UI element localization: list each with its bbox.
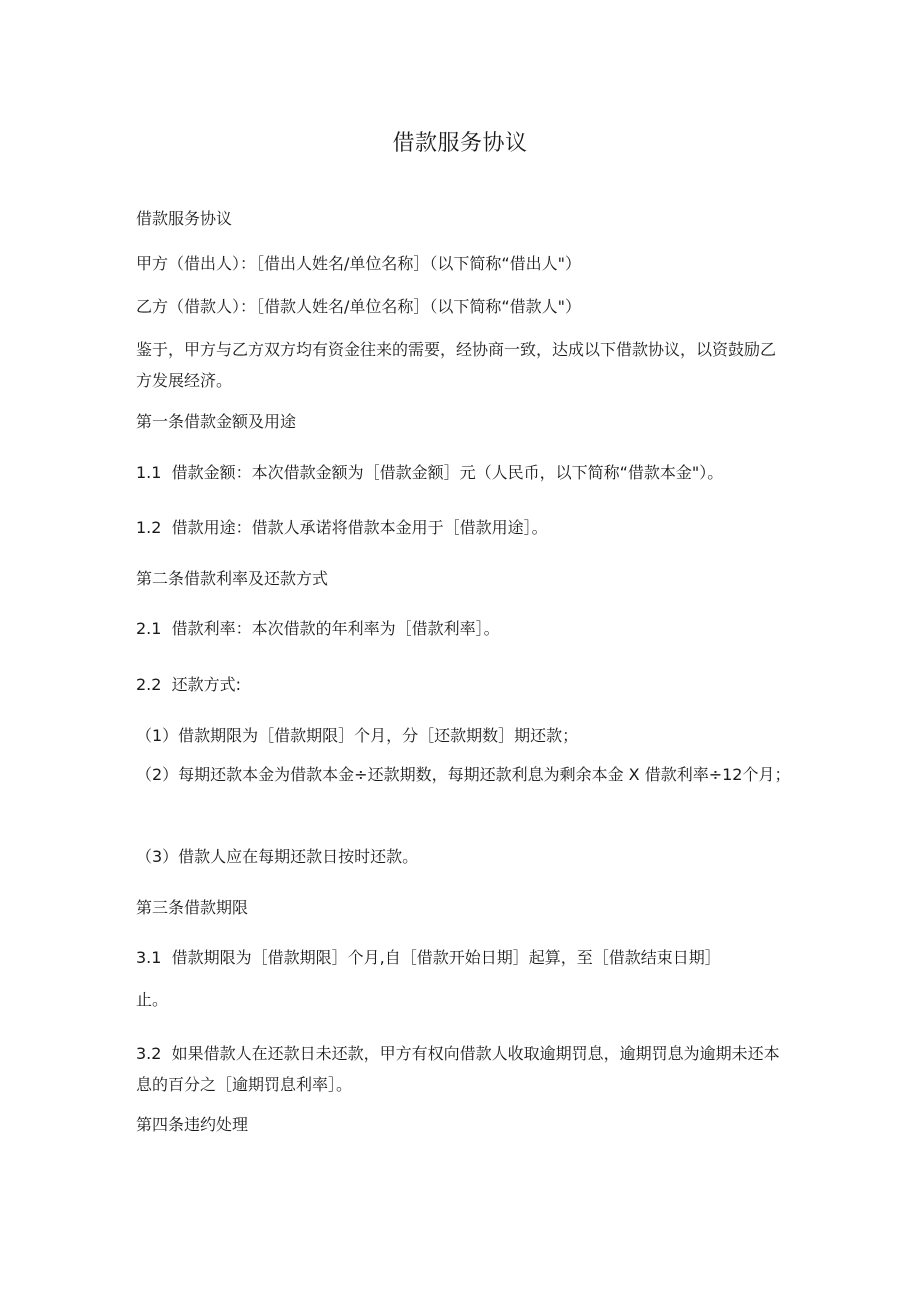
clause-3-2: 3.2 如果借款人在还款日未还款，甲方有权向借款人收取逾期罚息，逾期罚息为逾期未还本息的百分之［逾期罚息利率］。 <box>136 1044 780 1094</box>
document-title: 借款服务协议 <box>392 131 528 156</box>
article-3-heading: 第三条借款期限 <box>136 898 249 917</box>
party-a-paragraph: 甲方（借出人）：［借出人姓名/单位名称］（以下简称“借出人"） <box>136 254 582 273</box>
article-2-heading: 第二条借款利率及还款方式 <box>136 569 329 588</box>
article-4-heading: 第四条违约处理 <box>136 1115 249 1134</box>
subtitle-paragraph: 借款服务协议 <box>136 209 233 228</box>
clause-2-2-item-2: （2）每期还款本金为借款本金÷还款期数，每期还款利息为剩余本金 X 借款利率÷12个月； <box>136 765 791 784</box>
clause-2-1: 2.1 借款利率：本次借款的年利率为［借款利率］。 <box>136 619 500 638</box>
clause-3-1-continued: 止。 <box>136 990 169 1009</box>
clause-3-1: 3.1 借款期限为［借款期限］个月,自［借款开始日期］起算，至［借款结束日期］ <box>136 948 721 967</box>
clause-2-2-item-3: （3）借款人应在每期还款日按时还款。 <box>136 847 419 866</box>
clause-2-2-item-1: （1）借款期限为［借款期限］个月，分［还款期数］期还款； <box>136 726 579 745</box>
clause-2-2: 2.2 还款方式: <box>136 675 242 694</box>
clause-1-2: 1.2 借款用途：借款人承诺将借款本金用于［借款用途］。 <box>136 518 548 537</box>
party-b-paragraph: 乙方（借款人）：［借款人姓名/单位名称］（以下简称“借款人"） <box>136 297 582 316</box>
clause-1-1: 1.1 借款金额：本次借款金额为［借款金额］元（人民币，以下简称“借款本金"）。 <box>136 463 724 482</box>
article-1-heading: 第一条借款金额及用途 <box>136 412 297 431</box>
preamble-paragraph: 鉴于，甲方与乙方双方均有资金往来的需要，经协商一致，达成以下借款协议，以资鼓励乙方发展经济。 <box>136 340 777 390</box>
